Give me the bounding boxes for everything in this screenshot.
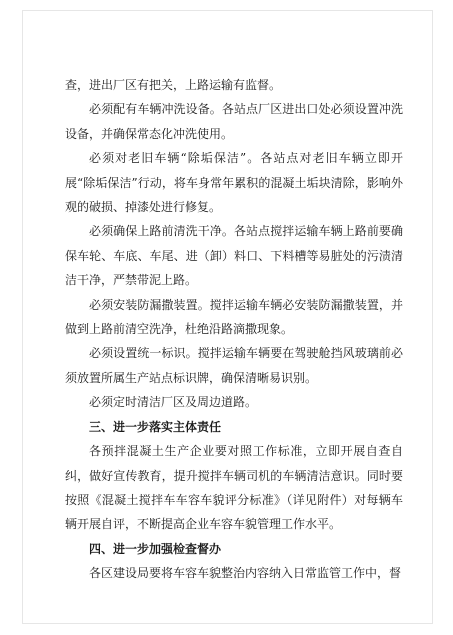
paragraph: 必须安装防漏撒装置。搅拌运输车辆必安装防漏撒装置，并做到上路前清空洗净，杜绝沿路滴撒现象。	[65, 297, 403, 337]
paragraph: 必须定时清洁厂区及周边道路。	[89, 395, 258, 410]
paragraph: 各区建设局要将车容车貌整治内容纳入日常监管工作中，督	[89, 566, 402, 581]
paragraph: 必须配有车辆冲洗设备。各站点厂区进出口处必须设置冲洗设备，并确保常态化冲洗使用。	[65, 102, 403, 141]
section-heading: 三、进一步落实主体责任	[89, 419, 222, 434]
paragraph: 各预拌混凝土生产企业要对照工作标准，立即开展自查自纠，做好宣传教育，提升搅拌车辆司机的车辆清洁意识。同时要按照《混凝土搅拌车车容车貌评分标准》（详见附件）对每辆车辆开展自评，不断提高企业车容车貌管理工作水平。	[65, 444, 403, 532]
document-page	[22, 10, 433, 624]
section-heading: 四、进一步加强检查督办	[89, 541, 222, 556]
paragraph: 必须设置统一标识。搅拌运输车辆要在驾驶舱挡风玻璃前必须放置所属生产站点标识牌，确保清晰易识别。	[65, 346, 403, 385]
paragraph: 查，进出厂区有把关，上路运输有监督。	[65, 78, 282, 92]
paragraph: 必须确保上路前清洗干净。各站点搅拌运输车辆上路前要确保车轮、车底、车尾、进（卸）料口、下料槽等易脏处的污渍清洁干净，严禁带泥上路。	[65, 224, 403, 288]
document-body	[65, 73, 403, 586]
paragraph: 必须对老旧车辆“除垢保洁”。各站点对老旧车辆立即开展“除垢保洁”行动，将车身常年累积的混凝土垢块清除，影响外观的破损、掉漆处进行修复。	[65, 151, 403, 215]
